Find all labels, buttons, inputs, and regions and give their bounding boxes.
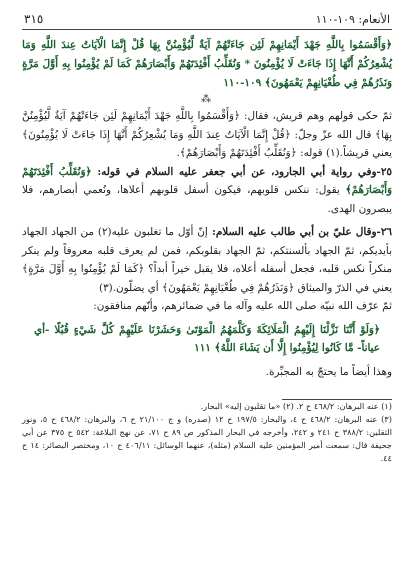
paragraph-2-text: يقول: ننكس قلوبهم، فيكون أسفل قلوبهم أعلاها، ونُعمي أبصارهم، فلا يبصرون الهدى. [22,184,392,215]
footnote-3: (٣) عنه البرهان: ٤٦٨/٢ ح ٤، والبحار: ١٩٧/٥ ح ١٢ (صدره) و ج ٢١/١٠٠ ح ٦، والبرهان: ٤٦٨/٢ ح ٥، ونور الثقلين: ٣٨٨/٢ ح ٢٤١ و ٢٤٢، وأخرجه في البحار المذكور ص ٨٩ ح ٧١، عن نهج البلاغة: ٥٤٢ ح ٣٧٥ عن أبي جحيفة قال: سمعت أمير المؤمنين عليه السلام (مثله)، عنهما الوسائل: ٤٠٦/١١ ح ١٠، ومختصر البصائر: ١٤ ح ٤٤. [22,414,392,463]
paragraph-2-quote: ﴿وَنُقَلِّبُ أَفْئِدَتَهُمْ وَأَبْصَارَهُمْ﴾ [22,165,392,196]
running-title: الأنعام: ١٠٩-١١٠ [315,13,390,26]
verse-111: ﴿وَلَوْ أَنَّنَا نَزَّلْنَا إِلَيْهِمُ الْمَلَائِكَةَ وَكَلَّمَهُمُ الْمَوْتَىٰ وَحَشَرْنَا عَلَيْهِمْ كُلَّ شَيْءٍ قُبُلًا -أي عياناً- مَّا كَانُوا لِيُؤْمِنُوا إِلَّا أَن يَشَاءَ اللَّهُ﴾ ١١١ [34,323,380,354]
paragraph-4: ثمّ عرّف الله نبيّه صلى الله عليه وآله ما في ضمائرهم، وأنّهم منافقون: [93,300,392,312]
paragraph-1: ثمّ حكى قولهم وهم قريش، فقال: ﴿وَأَقْسَمُوا بِاللَّهِ جَهْدَ أَيْمَانِهِمْ لَئِن جَاءَتْهُمْ آيَةٌ لَّيُؤْمِنُنَّ بِهَا﴾ قال الله عزّ وجلّ: ﴿قُلْ إِنَّمَا الْآيَاتُ عِندَ اللَّهِ وَمَا يُشْعِرُكُمْ أَنَّهَا إِذَا جَاءَتْ لَا يُؤْمِنُونَ﴾ يعني قريشاً.(١) قوله: ﴿وَنُقَلِّبُ أَفْئِدَتَهُمْ وَأَبْصَارَهُمْ﴾. [22,110,392,159]
footnote-1-2: (١) عنه البرهان: ٤٦٨/٢ ح ٢. (٢) «ما تقلبون إليه» البحار. [200,401,392,411]
page-number: ٣١٥ [24,12,44,26]
paragraph-3-lead: ٢٦-وقال عليّ بن أبي طالب عليه السلام: [207,226,392,238]
paragraph-2-lead: ٢٥-وفي رواية أبي الجارود، عن أبي جعفر عليه السلام في قوله: [91,165,392,178]
ornament-divider: ⁂ [201,94,213,105]
verse-block [22,36,392,93]
paragraph-3-text: إنّ أوّل ما تغلبون عليه(٢) من الجهاد الجهاد بأيديكم، ثمّ الجهاد بألسنتكم، ثمّ الجهاد بقلوبكم، فمن لم يعرف قلبه معروفاً ولم ينكر منكراً نكس قلبه، فجعل أسفله أعلاه، فلا يقبل خيراً أبداً؟ ﴿كَمَا لَمْ يُؤْمِنُوا بِهِ أَوَّلَ مَرَّةٍ﴾ يعني في الذرّ والميثاق ﴿وَنَذَرُهُمْ فِي طُغْيَانِهِمْ يَعْمَهُونَ﴾ أي يضلّون.(٣) [22,226,392,294]
paragraph-2 [22,163,392,219]
paragraph-6: وهذا أيضاً ما يحتجّ به المجبِّرة. [265,365,392,378]
verse-text: ﴿وَأَقْسَمُوا بِاللَّهِ جَهْدَ أَيْمَانِهِمْ لَئِن جَاءَتْهُمْ آيَةٌ لَّيُؤْمِنُنَّ بِهَا قُلْ إِنَّمَا الْآيَاتُ عِندَ اللَّهِ وَمَا يُشْعِرُكُمْ أَنَّهَا إِذَا جَاءَتْ لَا يُؤْمِنُونَ * وَنُقَلِّبُ أَفْئِدَتَهُمْ وَأَبْصَارَهُمْ كَمَا لَمْ يُؤْمِنُوا بِهِ أَوَّلَ مَرَّةٍ وَنَذَرُهُمْ فِي طُغْيَانِهِمْ يَعْمَهُونَ﴾ ١٠٩-١١٠ [22,39,392,89]
paragraph-3 [22,223,392,297]
running-header [22,0,392,30]
